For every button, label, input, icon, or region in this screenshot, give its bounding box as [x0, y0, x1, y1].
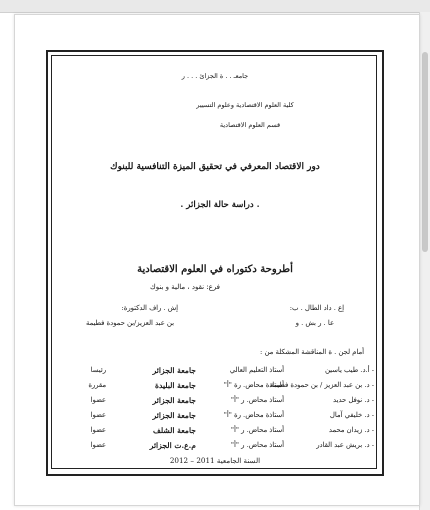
- member-role: عضوا: [90, 411, 106, 419]
- committee-row: [60, 366, 374, 378]
- vertical-scrollbar[interactable]: [419, 12, 430, 510]
- branch-label: فرع: نقود ، مالية و بنوك: [149, 283, 221, 291]
- committee-row: [60, 411, 374, 423]
- committee-heading: أمام لجن . ة المناقشة المشكلة من :: [260, 348, 364, 356]
- student-name: عا . ر بش . و: [295, 319, 334, 327]
- member-role: عضوا: [90, 426, 106, 434]
- member-role: مقررة: [88, 381, 106, 389]
- member-rank: أستاذ محاض. ر "أ": [230, 396, 284, 404]
- faculty-name: كلية العلوم الاقتصادية وعلوم التسيير: [196, 101, 294, 109]
- member-university: جامعة الجزائر: [152, 396, 196, 405]
- member-role: عضوا: [90, 396, 106, 404]
- member-name: - د. زيدان محمد: [328, 426, 374, 434]
- viewer-toolbar: [0, 0, 430, 13]
- committee-row: [60, 396, 374, 408]
- committee-row: [60, 441, 374, 453]
- member-university: جامعة الجزائر: [152, 411, 196, 420]
- member-name: - أ.د. طيب ياسين: [324, 366, 374, 374]
- committee-row: [60, 381, 374, 393]
- thesis-title: دور الاقتصاد المعرفي في تحقيق الميزة التنافسية للبنوك: [110, 162, 320, 172]
- member-role: رئيسا: [90, 366, 106, 374]
- member-name: - د. بريش عبد القادر: [316, 441, 374, 449]
- member-name: - د. نوفل حديد: [333, 396, 374, 404]
- department-name: قسم العلوم الاقتصادية: [219, 121, 281, 129]
- member-name: - د. بن عبد العزيز / بن حمودة فطيمة: [269, 381, 374, 389]
- member-rank: أستاذ محاض. ر "أ": [230, 441, 284, 449]
- member-rank: أستاذ محاض. ر "أ": [230, 426, 284, 434]
- supervisor-label: إش . راف الدكتورة:: [121, 304, 178, 312]
- member-university: م.ع.ت الجزائر: [149, 441, 196, 450]
- member-university: جامعة الشلف: [152, 426, 196, 435]
- member-name: - د. خليفي آمال: [329, 411, 374, 419]
- supervisor-name: بن عبد العزيز/بن حمودة فطيمة: [85, 319, 174, 327]
- student-label: إع . داد الطال . ب:: [289, 304, 344, 312]
- scrollbar-thumb[interactable]: [422, 52, 428, 252]
- member-role: عضوا: [90, 441, 106, 449]
- member-rank: أستاذ التعليم العالي: [229, 366, 284, 374]
- republic-line: جامعـ . . ة الجزائ . . . ر: [181, 72, 249, 80]
- member-rank: أستاذة محاض. رة "أ": [223, 411, 284, 419]
- member-university: جامعة البليدة: [155, 381, 196, 390]
- member-rank: أستاذة محاض. رة "أ": [223, 381, 284, 389]
- degree-title: أطروحة دكتوراه في العلوم الاقتصادية: [137, 264, 293, 275]
- committee-row: [60, 426, 374, 438]
- academic-year: السنة الجامعية 2011 – 2012: [169, 456, 261, 465]
- case-study-subtitle: . دراسة حالة الجزائر .: [180, 200, 260, 210]
- member-university: جامعة الجزائر: [152, 366, 196, 375]
